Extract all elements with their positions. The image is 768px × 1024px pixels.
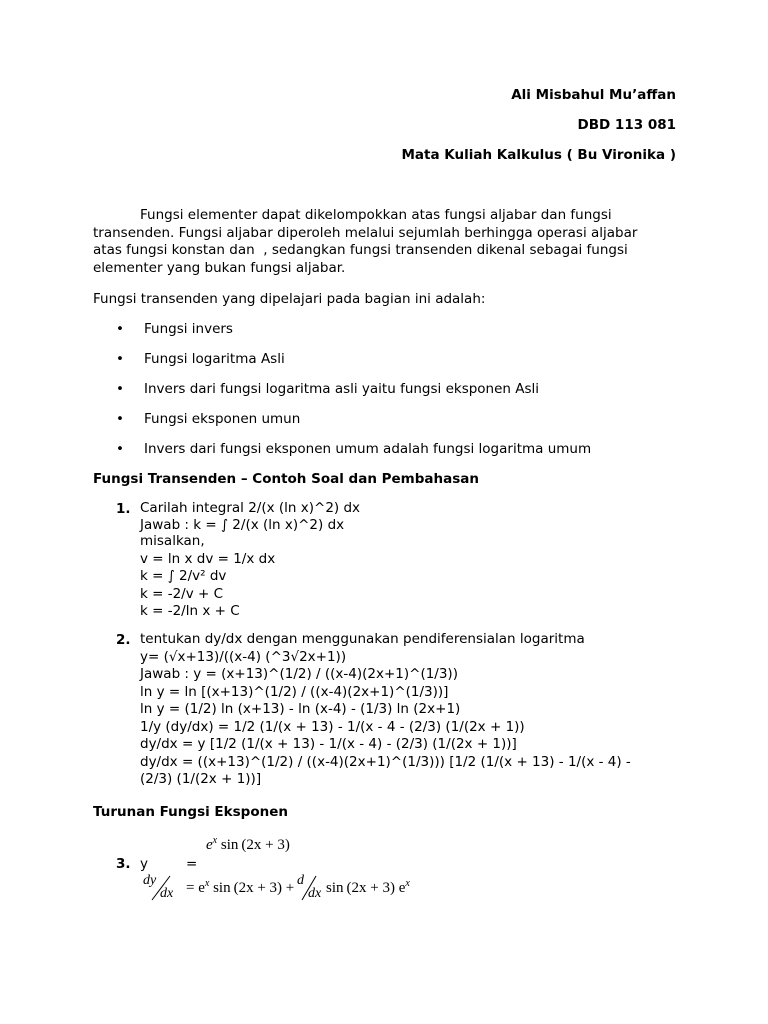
q1-line: Jawab : k = ∫ 2/(x (ln x)^2) dx bbox=[140, 516, 345, 533]
question-number: 3. bbox=[116, 856, 131, 872]
rhs-exp-1: x bbox=[204, 878, 210, 889]
q2-line: 1/y (dy/dx) = 1/2 (1/(x + 13) - 1/(x - 4 - (2/3) (1/(2x + 1)) bbox=[140, 718, 525, 735]
dx-text: dx bbox=[160, 886, 174, 901]
section-title: Fungsi Transenden – Contoh Soal dan Pembahasan bbox=[93, 471, 480, 487]
d-text: d bbox=[297, 873, 304, 888]
math-rhs bbox=[186, 878, 294, 897]
q2-line: dy/dx = ((x+13)^(1/2) / ((x-4)(2x+1)^(1/3))) [1/2 (1/(x + 13) - 1/(x - 4) - bbox=[140, 753, 631, 770]
bullet-icon: • bbox=[116, 381, 124, 397]
q2-line: ln y = (1/2) ln (x+13) - ln (x-4) - (1/3) ln (2x+1) bbox=[140, 701, 461, 717]
list-item-text: Fungsi invers bbox=[144, 321, 233, 337]
q1-line: Carilah integral 2/(x (ln x)^2) dx bbox=[140, 500, 361, 516]
section-title: Turunan Fungsi Eksponen bbox=[93, 804, 288, 820]
intro-line-1: Fungsi elementer dapat dikelompokkan atas fungsi aljabar dan fungsi bbox=[140, 207, 612, 223]
list-item-text: Fungsi eksponen umun bbox=[144, 411, 301, 427]
author-name: Ali Misbahul Mu’affan bbox=[511, 87, 676, 103]
rhs-sin-term: sin (2x + 3) + bbox=[209, 880, 295, 896]
dx-text: dx bbox=[308, 886, 322, 901]
question-number: 2. bbox=[116, 632, 131, 648]
bullet-icon: • bbox=[116, 441, 124, 457]
rhs-eq-e: = e bbox=[186, 880, 205, 896]
q1-line: k = -2/v + C bbox=[140, 585, 224, 602]
bullet-icon: • bbox=[116, 351, 124, 367]
q1-line: v = ln x dv = 1/x dx bbox=[140, 550, 276, 567]
q3-equals: = bbox=[186, 856, 198, 872]
q2-line: ln y = ln [(x+13)^(1/2) / ((x-4)(2x+1)^(1/3))] bbox=[140, 683, 449, 700]
q1-line: misalkan, bbox=[140, 533, 205, 549]
rhs-exp-2: x bbox=[405, 878, 410, 889]
q2-line: dy/dx = y [1/2 (1/(x + 13) - 1/(x - 4) - (2/3) (1/(2x + 1))] bbox=[140, 736, 517, 752]
rhs-sin-term-2: sin (2x + 3) e bbox=[326, 880, 406, 896]
question-1-body bbox=[140, 500, 360, 621]
dx-denominator bbox=[308, 886, 321, 902]
intro-line-2: transenden. Fungsi aljabar diperoleh melalui sejumlah berhingga operasi aljabar bbox=[93, 224, 638, 241]
q2-line: tentukan dy/dx dengan menggunakan pendiferensialan logaritma bbox=[140, 631, 585, 647]
question-number: 1. bbox=[116, 501, 131, 517]
intro-line-3: atas fungsi konstan dan , sedangkan fungsi transenden dikenal sebagai fungsi bbox=[93, 242, 628, 258]
q2-line: (2/3) (1/(2x + 1))] bbox=[140, 771, 262, 787]
math-e: e bbox=[206, 837, 213, 853]
math-rhs-end bbox=[326, 878, 410, 897]
question-2-body bbox=[140, 631, 631, 789]
bullet-icon: • bbox=[116, 411, 124, 427]
math-expression-top bbox=[206, 835, 290, 854]
course-name: Mata Kuliah Kalkulus ( Bu Vironika ) bbox=[401, 147, 676, 163]
list-item-text: Invers dari fungsi eksponen umum adalah fungsi logaritma umum bbox=[144, 441, 592, 457]
q2-line: y= (√x+13)/((x-4) (^3√2x+1)) bbox=[140, 648, 347, 665]
math-sin-term: sin (2x + 3) bbox=[217, 837, 290, 853]
bullet-icon: • bbox=[116, 321, 124, 337]
list-item-text: Fungsi logaritma Asli bbox=[144, 351, 285, 367]
q3-y-label: y bbox=[140, 856, 148, 872]
dx-denominator bbox=[160, 886, 173, 902]
math-exp: x bbox=[212, 835, 218, 846]
q1-line: k = -2/ln x + C bbox=[140, 603, 240, 619]
student-id: DBD 113 081 bbox=[577, 117, 676, 133]
intro-paragraph-2: Fungsi transenden yang dipelajari pada bagian ini adalah: bbox=[93, 291, 486, 307]
q1-line: k = ∫ 2/v² dv bbox=[140, 568, 227, 584]
intro-paragraph bbox=[93, 207, 693, 277]
list-item-text: Invers dari fungsi logaritma asli yaitu fungsi eksponen Asli bbox=[144, 381, 540, 397]
dy-text: dy bbox=[143, 873, 157, 888]
intro-line-4: elementer yang bukan fungsi aljabar. bbox=[93, 259, 346, 276]
q2-line: Jawab : y = (x+13)^(1/2) / ((x-4)(2x+1)^(1/3)) bbox=[140, 666, 458, 682]
